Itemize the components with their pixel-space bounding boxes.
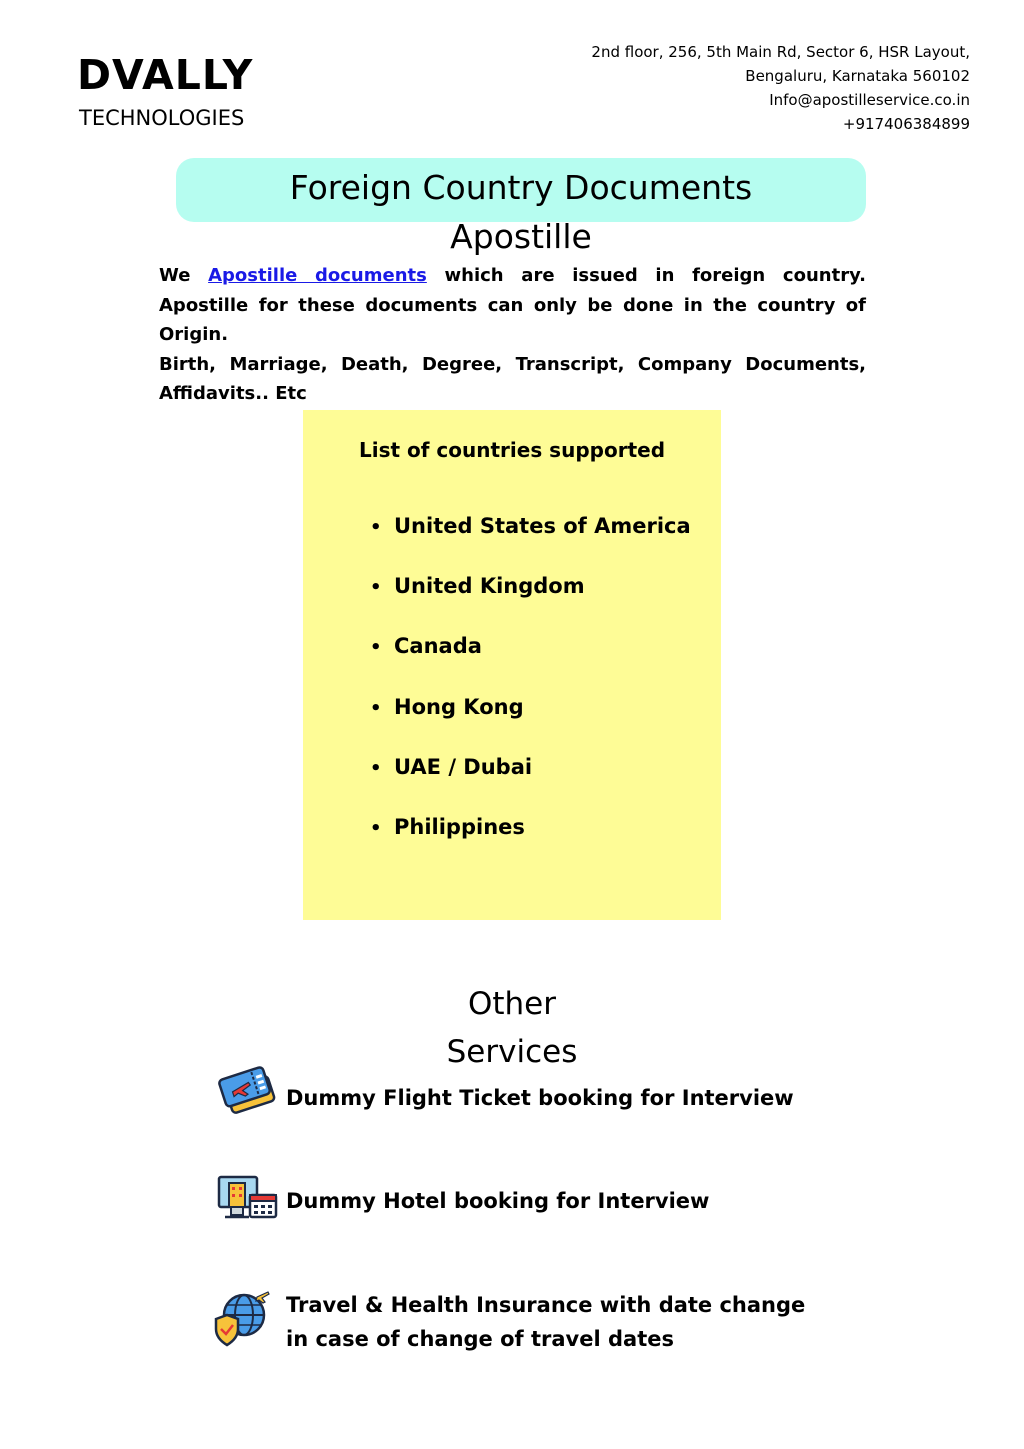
service-hotel-booking: Dummy Hotel booking for Interview (286, 1189, 710, 1213)
flight-ticket-icon (217, 1062, 279, 1120)
intro-sentence (159, 261, 866, 350)
contact-email: Info@apostilleservice.co.in (769, 91, 970, 109)
list-item (370, 686, 691, 746)
other-services-heading (412, 980, 612, 1076)
bullet: • (370, 757, 382, 779)
service-flight-ticket: Dummy Flight Ticket booking for Interview (286, 1086, 794, 1110)
country-name: UAE / Dubai (394, 754, 533, 779)
list-item (370, 746, 691, 806)
other-services-heading-line-1: Other (467, 986, 557, 1022)
page-title-line-1: Foreign Country Documents (289, 168, 753, 207)
travel-insurance-icon (212, 1289, 272, 1349)
countries-heading: List of countries supported (358, 438, 666, 462)
country-name: Philippines (394, 814, 525, 839)
page-title-line-2: Apostille (450, 217, 592, 256)
bullet: • (370, 577, 382, 599)
bullet: • (370, 637, 382, 659)
company-logo-name: DVALLY (77, 51, 254, 99)
other-services-heading-line-2: Services (446, 1034, 578, 1070)
company-logo-subtitle: TECHNOLOGIES (79, 106, 245, 130)
list-item (370, 565, 691, 625)
service-travel-insurance-line-2: in case of change of travel dates (286, 1327, 674, 1351)
bullet: • (370, 517, 382, 538)
country-name: Hong Kong (394, 694, 524, 719)
intro-sentence-rest: which are issued in foreign country. Apostille for these documents can only be done in the country of Origin. (159, 265, 866, 345)
contact-phone: +917406384899 (842, 115, 970, 133)
service-travel-insurance-line-1: Travel & Health Insurance with date change (286, 1293, 806, 1317)
country-name: United States of America (394, 514, 691, 538)
hotel-booking-icon (217, 1175, 279, 1221)
intro-paragraph (159, 261, 866, 409)
service-travel-insurance (286, 1288, 805, 1356)
intro-prefix: We (159, 265, 209, 286)
bullet: • (370, 817, 382, 839)
country-name: United Kingdom (394, 574, 585, 599)
list-item (370, 625, 691, 685)
contact-block (591, 40, 970, 136)
intro-document-types: Birth, Marriage, Death, Degree, Transcript, Company Documents, Affidavits.. Etc (159, 353, 866, 404)
list-item (370, 505, 691, 565)
address-line-1: 2nd floor, 256, 5th Main Rd, Sector 6, HSR Layout, (591, 43, 970, 61)
bullet: • (370, 697, 382, 719)
list-item (370, 806, 691, 866)
country-name: Canada (394, 634, 482, 659)
apostille-documents-link[interactable]: Apostille documents (208, 265, 427, 286)
countries-list (370, 505, 691, 866)
address-line-2: Bengaluru, Karnataka 560102 (745, 67, 970, 85)
